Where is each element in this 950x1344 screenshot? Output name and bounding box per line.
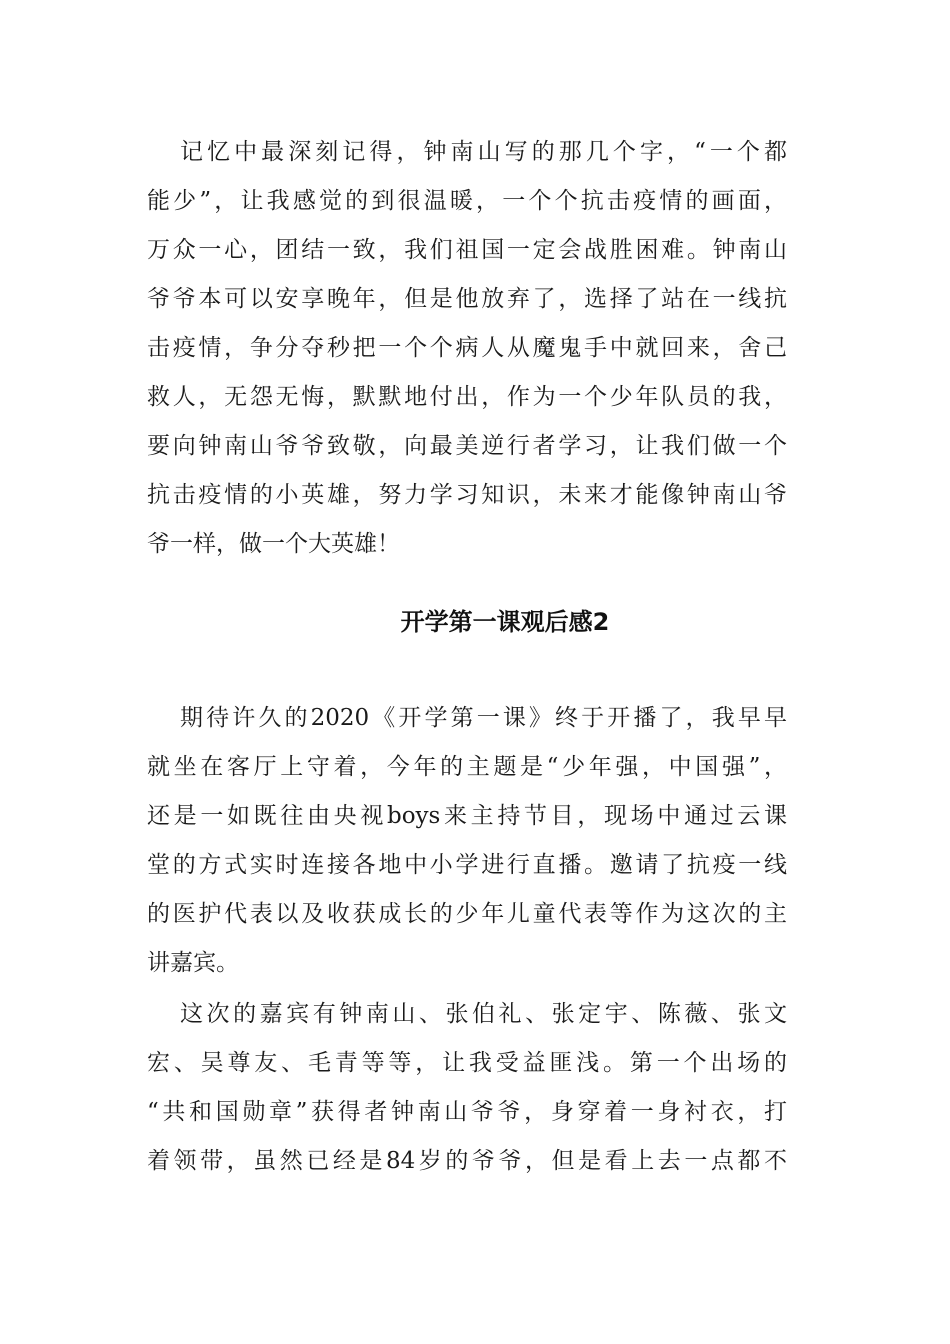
- paragraph-1-line-5: 击疫情，争分夺秒把一个个病人从魔鬼手中就回来，舍己: [147, 335, 787, 361]
- paragraph-2-line-2: 就坐在客厅上守着，今年的主题是“少年强，中国强”，: [147, 754, 787, 780]
- paragraph-1-line-6: 救人，无怨无悔，默默地付出，作为一个少年队员的我，: [147, 384, 787, 410]
- paragraph-1-line-1: 记忆中最深刻记得，钟南山写的那几个字，“一个都: [180, 139, 787, 165]
- paragraph-1-line-3: 万众一心，团结一致，我们祖国一定会战胜困难。钟南山: [147, 237, 787, 263]
- paragraph-1-line-8: 抗击疫情的小英雄，努力学习知识，未来才能像钟南山爷: [147, 482, 787, 508]
- paragraph-1-line-9: 爷一样，做一个大英雄！: [147, 531, 400, 557]
- paragraph-1-line-2: 能少”，让我感觉的到很温暖，一个个抗击疫情的画面，: [147, 188, 787, 214]
- paragraph-2-line-1: 期待许久的2020《开学第一课》终于开播了，我早早: [180, 705, 787, 731]
- paragraph-3-line-4: 着领带，虽然已经是84岁的爷爷，但是看上去一点都不: [147, 1148, 787, 1174]
- paragraph-3-line-2: 宏、吴尊友、毛青等等，让我受益匪浅。第一个出场的: [147, 1050, 787, 1076]
- paragraph-3-line-3: “共和国勋章”获得者钟南山爷爷，身穿着一身衬衣，打: [147, 1099, 787, 1125]
- paragraph-2-line-3: 还是一如既往由央视boys来主持节目，现场中通过云课: [147, 803, 787, 829]
- paragraph-1-line-4: 爷爷本可以安享晚年，但是他放弃了，选择了站在一线抗: [147, 286, 787, 312]
- paragraph-2-line-4: 堂的方式实时连接各地中小学进行直播。邀请了抗疫一线: [147, 852, 787, 878]
- paragraph-2-line-5: 的医护代表以及收获成长的少年儿童代表等作为这次的主: [147, 901, 787, 927]
- section-heading: 开学第一课观后感2: [400, 608, 610, 636]
- paragraph-3-line-1: 这次的嘉宾有钟南山、张伯礼、张定宇、陈薇、张文: [180, 1001, 787, 1027]
- paragraph-1-line-7: 要向钟南山爷爷致敬，向最美逆行者学习，让我们做一个: [147, 433, 787, 459]
- paragraph-2-line-6: 讲嘉宾。: [147, 950, 239, 976]
